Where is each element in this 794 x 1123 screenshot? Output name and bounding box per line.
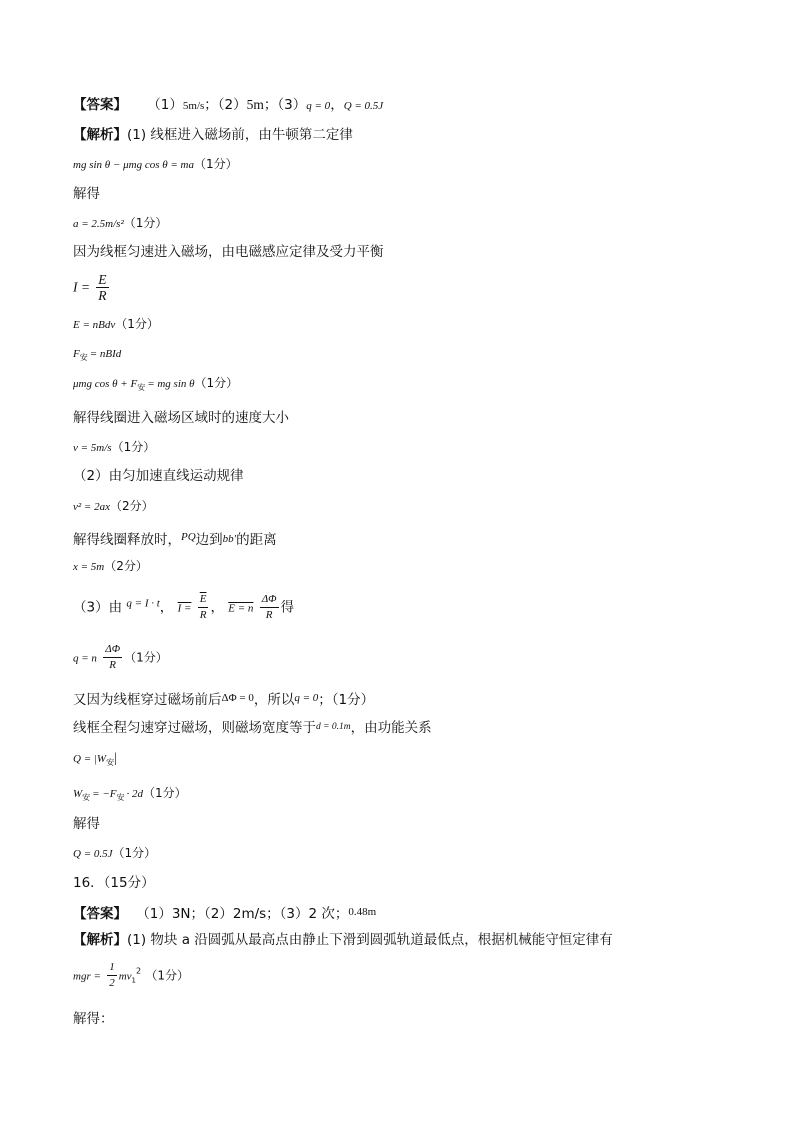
solve-line: 解得: [73, 816, 100, 832]
equation-3: [73, 272, 111, 303]
math-inline: I =: [177, 602, 192, 615]
text-segment: 的距离: [236, 532, 277, 548]
subscript: 安: [82, 793, 91, 802]
equation-text: E = nBdv: [73, 319, 116, 331]
analysis-text: (1) 物块 a 沿圆弧从最高点由静止下滑到圆弧轨道最低点，根据机械能守恒定律有: [127, 932, 613, 948]
score-note: （1分）: [123, 216, 168, 230]
equation-text: Q = |W: [73, 753, 107, 765]
math-inline: ΔΦ = 0: [221, 692, 254, 704]
fraction-denominator: R: [98, 288, 107, 303]
analysis-label: 【解析】: [73, 932, 127, 948]
equation-text: mgr =: [73, 970, 101, 983]
fraction-denominator: R: [199, 609, 207, 621]
score-note: （1分）: [112, 846, 157, 860]
fraction-numerator: $\overline{E}$: [198, 592, 209, 608]
equation-text: Q = 0.5J: [73, 848, 113, 860]
text-line: [73, 592, 294, 623]
analysis-line: [73, 126, 353, 144]
text-line: [73, 528, 277, 549]
subscript: 安: [116, 793, 125, 802]
equation-12: [73, 557, 148, 576]
score-note: （1分）: [124, 650, 168, 665]
math-inline: bb′: [222, 533, 237, 545]
text-segment: ；（1分）: [318, 692, 375, 708]
equation-10: [73, 497, 154, 516]
score-note: （1分）: [115, 317, 159, 331]
score-note: （1分）: [145, 968, 190, 983]
fraction-denominator: R: [109, 659, 117, 671]
text-segment: ，由功能关系: [350, 720, 432, 736]
answer-value-2: 5m: [246, 97, 264, 112]
subscript: 安: [106, 758, 115, 767]
fraction-numerator: E: [98, 272, 107, 287]
subscript: 安: [79, 353, 88, 362]
text-segment: 得: [280, 599, 295, 616]
score-note: （2分）: [110, 499, 154, 513]
equation-text: μmg cos θ + F: [73, 378, 138, 390]
equation-17: [73, 749, 117, 772]
answer-part-2: ；（2）: [204, 97, 247, 113]
math-inline: E = n: [228, 602, 254, 615]
math-inline: q = I · t: [126, 597, 160, 610]
text-segment: ，所以: [253, 692, 295, 708]
equation-text: = −F: [92, 788, 117, 800]
text-segment: 线框全程匀速穿过磁场，则磁场宽度等于: [73, 720, 316, 736]
equation-text: q = n: [73, 652, 97, 665]
question-number: 16．（15分）: [73, 875, 155, 891]
text-segment: 解得线圈释放时，: [73, 532, 181, 548]
text-line: 解得线圈进入磁场区域时的速度大小: [73, 410, 289, 426]
answer-value-1: 5m/s: [182, 100, 205, 112]
math-inline: q = 0: [294, 692, 319, 704]
equation-text: = mg sin θ: [147, 378, 195, 390]
math-inline: PQ: [181, 531, 196, 543]
equation-14: [73, 642, 168, 673]
superscript: 2: [136, 966, 142, 976]
answer-text: （1）3N；（2）2m/s；（3）2 次；: [143, 906, 349, 922]
score-note: （1分）: [194, 376, 239, 390]
equation-2: [73, 214, 167, 233]
equation-4: [73, 315, 159, 334]
answer-label: 【答案】: [73, 97, 127, 113]
text-segment: （3）由: [73, 599, 123, 616]
fraction-numerator: 1: [107, 960, 117, 976]
fraction-denominator: 2: [109, 977, 115, 989]
equation-text: = nBId: [89, 348, 122, 360]
equation-text: · 2d: [126, 788, 143, 800]
equation-text: x = 5m: [73, 561, 105, 573]
equation-text: W: [73, 788, 83, 800]
text-line: （2）由匀加速直线运动规律: [73, 468, 244, 484]
equation-text: mg sin θ − μmg cos θ = ma: [73, 159, 195, 171]
answer-value-3a: q = 0: [306, 100, 331, 112]
answer-line: 【答案】 （1）5m/s；（2）5m；（3）q = 0，Q = 0.5J: [73, 97, 384, 113]
equation-5: [73, 344, 121, 367]
answer-part-1: （1）: [147, 97, 183, 113]
equation-text: v² = 2ax: [73, 501, 110, 513]
score-note: （1分）: [194, 157, 238, 171]
equation-20: [73, 960, 189, 991]
answer-value: 0.48m: [348, 906, 377, 918]
math-inline: d = 0.1m: [316, 722, 351, 732]
score-note: （2分）: [104, 559, 148, 573]
answer-value-3b: Q = 0.5J: [343, 100, 384, 112]
text-segment: 边到: [195, 532, 223, 548]
text-segment: ，: [210, 599, 224, 616]
equation-text: F: [73, 348, 80, 360]
answer-line: [73, 903, 376, 923]
score-note: （1分）: [143, 786, 187, 800]
text-segment: 又因为线框穿过磁场前后: [73, 692, 222, 708]
solve-line: 解得: [73, 186, 100, 202]
fraction-denominator: R: [265, 609, 273, 621]
equation-text: mv: [118, 970, 132, 983]
equation-text: I =: [73, 279, 90, 295]
text-segment: ，: [159, 599, 174, 616]
answer-label: 【答案】: [73, 906, 127, 922]
equation-1: [73, 155, 238, 174]
score-note: （1分）: [111, 440, 156, 454]
analysis-label: 【解析】: [73, 127, 127, 143]
analysis-text: (1) 线框进入磁场前，由牛顿第二定律: [127, 127, 353, 143]
text-line: [73, 689, 374, 709]
fraction-numerator: ΔΦ: [103, 642, 122, 658]
subscript: 安: [137, 383, 146, 392]
answer-part-3: ；（3）: [263, 97, 307, 113]
text-line: 因为线框匀速进入磁场，由电磁感应定律及受力平衡: [73, 244, 384, 260]
equation-6: [73, 374, 238, 397]
equation-text: v = 5m/s: [73, 442, 112, 454]
equation-8: [73, 438, 155, 457]
subscript: 1: [131, 976, 136, 985]
solve-line: 解得：: [73, 1011, 114, 1027]
equation-18: [73, 784, 187, 807]
equation-text: |: [114, 750, 117, 765]
analysis-line: [73, 931, 613, 949]
equation-text: a = 2.5m/s²: [73, 218, 124, 230]
fraction-numerator: ΔΦ: [260, 592, 279, 608]
text-line: [73, 718, 432, 737]
equation-19: [73, 844, 156, 863]
